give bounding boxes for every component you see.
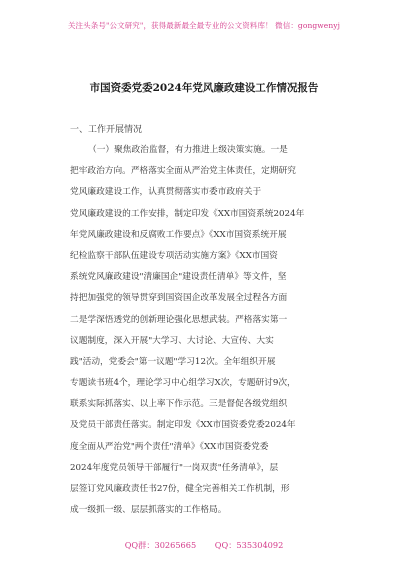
paragraph-line: 2024年度党员领导干部履行"一岗双责"任务清单》，层	[70, 462, 279, 473]
paragraph-line: 成一级抓一级、层层抓落实的工作格局。	[70, 505, 227, 516]
paragraph-line: 党风廉政建设工作，认真贯彻落实市委市政府关于	[70, 187, 262, 198]
paragraph-line: 议题制度，深入开展"大学习、大讨论、大宣传、大实	[70, 335, 274, 346]
paragraph-line: 把牢政治方向。严格落实全面从严治党主体责任，定期研究	[70, 166, 296, 177]
paragraph-line: 及党员干部责任落实。制定印发《XX市国资委党委2024年	[70, 420, 296, 431]
paragraph-line: 践"活动，党委会"第一议题"学习12次。全年组织开展	[70, 356, 276, 367]
document-title: 市国资委党委2024年党风廉政建设工作情况报告	[89, 82, 319, 94]
header-banner: 关注头条号"公文研究"，获得最新最全最专业的公文资料库！ 微信：gongwenyj	[67, 21, 341, 30]
paragraph-line: 层签订党风廉政责任书27份，健全完善相关工作机制，形	[70, 484, 290, 494]
paragraph-line: 度全面从严治党"两个责任"清单》《XX市国资委党委	[70, 441, 269, 452]
paragraph-line: 系统党风廉政建设"清廉国企"建设责任清单》等文件，坚	[70, 272, 287, 283]
footer-contact	[0, 540, 408, 551]
paragraph-line: （一）聚焦政治监督，有力推进上级决策实施。一是	[88, 145, 288, 155]
paragraph-line: 联系实际抓落实、以上率下作示范。三是督促各级党组织	[70, 399, 288, 410]
paragraph-line: 党风廉政建设的工作安排，制定印发《XX市国资系统2024年	[70, 208, 305, 219]
paragraph-line: 年党风廉政建设和反腐败工作要点》《XX市国资系统开展	[70, 229, 287, 240]
paragraph-line: 持把加强党的领导贯穿到国资国企改革发展全过程各方面	[70, 293, 288, 304]
qq-number-text: QQ：535304092	[214, 540, 284, 550]
document-body	[70, 140, 338, 521]
paragraph-line: 专题读书班4个，理论学习中心组学习X次，专题研讨9次，	[70, 378, 296, 389]
paragraph-line: 二是学深悟透党的创新理论强化思想武装。严格落实第一	[70, 314, 288, 325]
qq-group-text: QQ群：30265665	[124, 540, 197, 550]
section-heading: 一、工作开展情况	[70, 125, 143, 135]
paragraph-line: 纪检监察干部队伍建设专项活动实施方案》《XX市国资	[70, 250, 278, 261]
